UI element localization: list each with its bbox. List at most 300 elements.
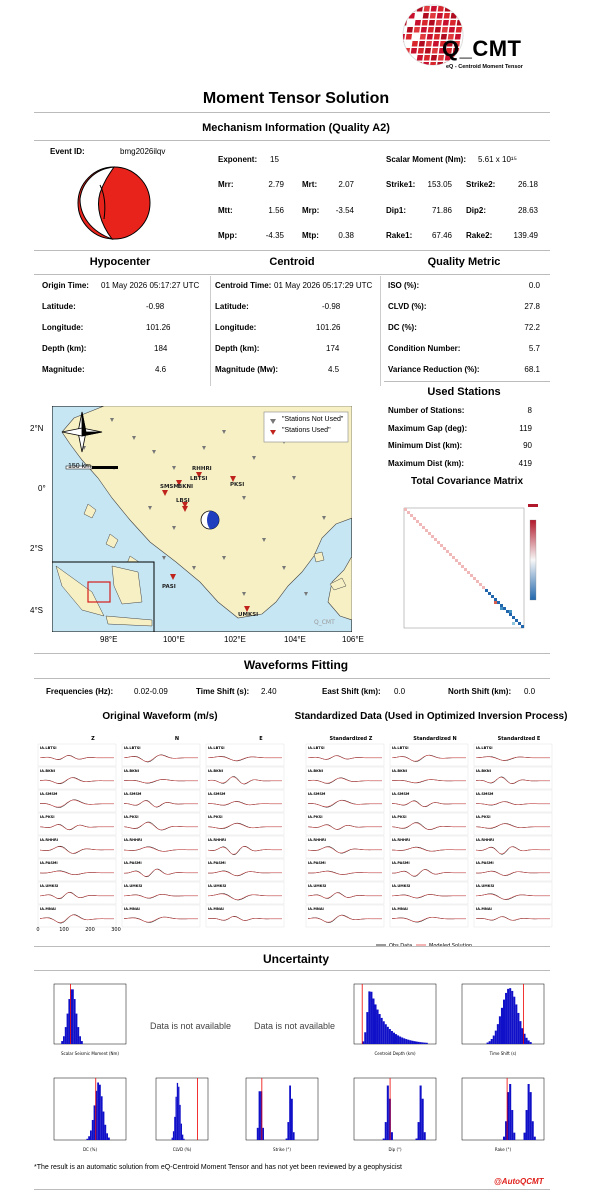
hist-bar: [86, 1139, 88, 1140]
hist-bar: [501, 1008, 503, 1044]
logo-tile: [429, 20, 435, 26]
cov-cell: [479, 583, 482, 586]
mtp-value: 0.38: [338, 231, 354, 240]
map-station-label: PKSI: [230, 482, 245, 488]
cov-colorbar-top: [528, 504, 538, 507]
wave-station-label: IA.LBTSI: [208, 746, 225, 750]
obs-trace: [124, 755, 198, 762]
logo-tile: [417, 55, 423, 61]
mod-trace: [308, 756, 382, 760]
map-station-label: SMSM: [160, 484, 179, 490]
centroid-title: Centroid: [269, 256, 315, 268]
wave-station-label: IA.BKNI: [308, 769, 324, 773]
logo-tile: [419, 41, 425, 47]
legend-not-used: "Stations Not Used": [282, 416, 344, 423]
scalar-moment-value: 5.61 x 10¹⁵: [478, 155, 517, 164]
num-stations-value: 8: [527, 406, 532, 415]
hypo-lat-value: -0.98: [146, 302, 165, 311]
hist-bar: [375, 1004, 377, 1044]
dip2-label: Dip2:: [466, 206, 486, 215]
mod-trace: [476, 917, 550, 920]
wave-station-label: IA.SMSM: [40, 792, 58, 796]
logo-tile: [423, 13, 429, 19]
wave-station-label: IA.BKNI: [208, 769, 224, 773]
cov-cell: [503, 607, 506, 610]
hist-bar: [526, 1110, 528, 1140]
map-watermark: Q_CMT: [314, 619, 335, 626]
freq-label: Frequencies (Hz):: [46, 687, 114, 696]
wave-col-header: N: [174, 736, 180, 742]
logo-tile: [428, 27, 434, 33]
hist-bar: [399, 1037, 401, 1044]
hist-bar: [530, 1092, 532, 1140]
mod-trace: [40, 871, 114, 875]
hist-bar: [511, 1110, 513, 1140]
hist-bar: [372, 999, 374, 1044]
cov-cell: [404, 508, 407, 511]
hist-bar: [179, 1105, 180, 1140]
hist-bar: [519, 1021, 521, 1044]
cov-cell: [422, 526, 425, 529]
hist-bar: [61, 1041, 63, 1044]
footer-handle: @AutoQCMT: [494, 1177, 544, 1186]
centroid-lat-label: Latitude:: [215, 302, 249, 311]
origin-time-value: 01 May 2026 05:17:27 UTC: [101, 281, 200, 290]
logo-tile: [399, 34, 405, 40]
hist-bar: [418, 1042, 420, 1044]
cov-cell: [431, 535, 434, 538]
dc-value: 72.2: [524, 323, 540, 332]
map-station-label: LBTSI: [190, 476, 208, 482]
cov-cell: [476, 580, 479, 583]
obs-trace: [476, 757, 550, 761]
map-station-label: RHHRI: [192, 466, 212, 472]
mod-trace: [208, 917, 282, 921]
logo-tile: [435, 27, 441, 33]
map-lat-label: 0°: [38, 484, 46, 493]
mrr-value: 2.79: [268, 180, 284, 189]
hist-bar: [503, 1137, 505, 1140]
cov-cell: [419, 523, 422, 526]
hist-bar: [94, 1105, 96, 1140]
hypocenter-title: Hypocenter: [89, 256, 151, 268]
exponent-label: Exponent:: [218, 155, 258, 164]
mod-trace: [208, 824, 282, 829]
centroid-lon-label: Longitude:: [215, 323, 257, 332]
wave-station-label: IA.LBTSI: [308, 746, 325, 750]
cov-cell: [473, 577, 476, 580]
wave-station-label: IA.RHHRI: [208, 838, 226, 842]
iso-value: 0.0: [528, 281, 540, 290]
mod-trace: [392, 895, 466, 898]
cov-cell: [512, 616, 515, 619]
map-scale-label: 150 km: [68, 463, 91, 470]
obs-trace: [124, 822, 198, 830]
hist-bar: [291, 1099, 293, 1140]
logo-tile: [444, 13, 450, 19]
logo-tile: [421, 27, 427, 33]
hist-bar: [505, 993, 507, 1044]
dip1-label: Dip1:: [386, 206, 406, 215]
max-gap-value: 119: [519, 424, 532, 433]
cov-cell: [446, 550, 449, 553]
hist-bar: [422, 1099, 424, 1140]
cov-cell: [455, 559, 458, 562]
hist-bar: [505, 1121, 507, 1140]
cov-cell: [506, 610, 509, 613]
hist-bar: [104, 1125, 106, 1140]
logo-tile: [398, 62, 401, 68]
hist-bar: [176, 1097, 177, 1140]
mod-trace: [308, 893, 382, 898]
cov-cell: [443, 547, 446, 550]
hist-bar: [420, 1042, 422, 1044]
wave-station-label: IA.PKSI: [124, 815, 139, 819]
logo-tile: [411, 48, 417, 54]
mod-trace: [308, 871, 382, 874]
hist-bar: [507, 989, 509, 1044]
logo-tile: [449, 27, 455, 33]
uncertainty-histogram: [448, 1074, 548, 1154]
mod-trace: [124, 755, 198, 762]
wave-station-label: IA.MNAI: [208, 907, 224, 911]
unc-na-1: Data is not available: [150, 1021, 232, 1031]
hist-bar: [286, 1139, 288, 1140]
hist-bar: [262, 1128, 264, 1140]
num-stations-label: Number of Stations:: [388, 406, 465, 415]
hist-bar: [391, 1031, 393, 1044]
rake1-value: 67.46: [431, 231, 452, 240]
hist-bar: [90, 1130, 92, 1140]
rake1-label: Rake1:: [386, 231, 413, 240]
hist-bar: [422, 1042, 424, 1044]
hist-xlabel: Dip (°): [388, 1147, 402, 1152]
hist-bar: [173, 1131, 174, 1140]
cov-cell: [410, 514, 413, 517]
hist-bar: [409, 1040, 411, 1044]
cov-cell: [497, 601, 500, 604]
cov-cell: [428, 532, 431, 535]
wave-station-label: IA.LBTSI: [124, 746, 141, 750]
mtt-value: 1.56: [268, 206, 284, 215]
max-dist-label: Maximum Dist (km):: [388, 459, 465, 468]
obs-trace: [392, 847, 466, 851]
strike2-label: Strike2:: [466, 180, 496, 189]
wave-station-label: IA.PKSI: [392, 815, 407, 819]
mod-trace: [392, 870, 466, 876]
hist-bar: [503, 1000, 505, 1044]
hist-bar: [379, 1014, 381, 1044]
mod-trace: [124, 780, 198, 783]
logo-brand: Q_CMT: [442, 36, 522, 61]
hist-bar: [362, 1041, 364, 1044]
hist-bar: [259, 1091, 261, 1140]
hist-xlabel: Strike (°): [273, 1147, 291, 1152]
hist-bar: [92, 1120, 94, 1140]
wave-station-label: IA.RHHRI: [392, 838, 410, 842]
dc-label: DC (%):: [388, 323, 417, 332]
wave-station-label: IA.RHHRI: [476, 838, 494, 842]
hist-bar: [383, 1021, 385, 1044]
condition-label: Condition Number:: [388, 344, 461, 353]
beachball: [74, 163, 154, 243]
hist-bar: [381, 1018, 383, 1044]
strike1-label: Strike1:: [386, 180, 416, 189]
hist-bar: [63, 1036, 65, 1044]
iso-label: ISO (%):: [388, 281, 420, 290]
hist-bar: [393, 1033, 395, 1044]
max-gap-label: Maximum Gap (deg):: [388, 424, 468, 433]
hist-bar: [389, 1029, 391, 1044]
wave-station-label: IA.SMSM: [308, 792, 326, 796]
mrr-label: Mrr:: [218, 180, 234, 189]
logo-tile: [432, 48, 438, 54]
hist-bar: [174, 1117, 175, 1140]
obs-trace: [208, 756, 282, 761]
obs-trace: [392, 822, 466, 829]
logo-tile: [427, 34, 433, 40]
clvd-value: 27.8: [524, 302, 540, 311]
hypo-mag-value: 4.6: [155, 365, 167, 374]
hist-bar: [183, 1139, 184, 1140]
logo-tagline: eQ - Centroid Moment Tensor: [446, 64, 523, 70]
hist-bar: [416, 1042, 418, 1044]
hist-bar: [68, 999, 70, 1044]
map-panel: [30, 402, 372, 648]
hist-bar: [65, 1027, 67, 1044]
logo-tile: [434, 34, 440, 40]
hist-bar: [97, 1083, 99, 1140]
map-lon-label: 100°E: [163, 635, 185, 644]
logo-tile: [442, 27, 448, 33]
cov-cell: [416, 520, 419, 523]
uncertainty-histogram: [142, 1074, 212, 1154]
standardized-title: Standardized Data (Used in Optimized Inversion Process): [294, 711, 568, 722]
exponent-value: 15: [270, 155, 279, 164]
logo-tile: [425, 48, 431, 54]
mod-trace: [40, 825, 114, 830]
hist-bar: [497, 1024, 499, 1044]
hist-bar: [528, 1040, 530, 1044]
uncertainty-histogram: [40, 980, 130, 1058]
min-dist-value: 90: [523, 441, 532, 450]
freq-value: 0.02-0.09: [134, 687, 168, 696]
hist-bar: [530, 1042, 532, 1044]
time-shift-label: Time Shift (s):: [196, 687, 250, 696]
wave-station-label: IA.PASMI: [476, 861, 494, 865]
wave-station-label: IA.MNAI: [476, 907, 492, 911]
logo-tile: [402, 13, 408, 19]
cov-cell: [470, 574, 473, 577]
hist-bar: [413, 1041, 415, 1044]
hist-bar: [401, 1037, 403, 1044]
wave-station-label: IA.BKNI: [124, 769, 140, 773]
cov-cell: [482, 586, 485, 589]
mod-trace: [392, 801, 466, 807]
strike2-value: 26.18: [517, 180, 538, 189]
obs-trace: [476, 847, 550, 855]
hist-bar: [395, 1034, 397, 1044]
wave-station-label: IA.BKNI: [392, 769, 408, 773]
logo-tile: [443, 20, 449, 26]
centroid-lat-value: -0.98: [322, 302, 341, 311]
hist-bar: [257, 1128, 259, 1140]
mpp-value: -4.35: [265, 231, 284, 240]
logo-tile: [431, 6, 437, 12]
cov-cell: [461, 565, 464, 568]
hist-bar: [491, 1039, 493, 1044]
original-waveform-title: Original Waveform (m/s): [102, 711, 218, 722]
cov-cell: [488, 592, 491, 595]
hist-xlabel: Scalar Seismic Moment (Nm): [61, 1051, 119, 1056]
hist-bar: [182, 1135, 183, 1140]
obs-trace: [124, 847, 198, 852]
wave-station-label: IA.PASMI: [124, 861, 142, 865]
wave-station-label: IA.SMSM: [208, 792, 226, 796]
hist-bar: [507, 1092, 509, 1140]
stations-title: Used Stations: [427, 386, 501, 398]
wave-station-label: IA.PKSI: [476, 815, 491, 819]
mod-trace: [392, 780, 466, 783]
cov-cell: [413, 517, 416, 520]
max-dist-value: 419: [518, 459, 532, 468]
mod-trace: [476, 777, 550, 783]
wave-station-label: IA.SMSM: [476, 792, 494, 796]
wave-station-label: IA.PASMI: [308, 861, 326, 865]
wave-station-label: IA.UMKSI: [40, 884, 59, 888]
hist-bar: [178, 1087, 179, 1140]
hist-bar: [407, 1040, 409, 1044]
standardized-waveform-panel: [296, 730, 566, 958]
obs-trace: [476, 917, 550, 921]
mod-trace: [40, 800, 114, 807]
mod-trace: [40, 915, 114, 923]
logo-tile: [409, 62, 415, 68]
logo-tile: [426, 41, 432, 47]
mod-trace: [476, 824, 550, 828]
hist-bar: [101, 1096, 103, 1140]
map-lat-label: 2°N: [30, 424, 44, 433]
centroid-depth-value: 174: [326, 344, 340, 353]
wave-col-header: Z: [91, 736, 95, 742]
hist-bar: [424, 1043, 426, 1044]
mod-trace: [308, 800, 382, 806]
uncertainty-histogram: [340, 1074, 440, 1154]
hist-bar: [416, 1139, 418, 1140]
wave-station-label: IA.PKSI: [40, 815, 55, 819]
scalar-moment-label: Scalar Moment (Nm):: [386, 155, 467, 164]
mod-trace: [392, 755, 466, 761]
hist-bar: [524, 1133, 526, 1140]
condition-value: 5.7: [528, 344, 540, 353]
mod-trace: [208, 871, 282, 875]
obs-trace: [124, 780, 198, 784]
wave-col-header: Standardized E: [497, 736, 541, 742]
cov-cell: [485, 589, 488, 592]
obs-trace: [208, 777, 282, 785]
centroid-mag-label: Magnitude (Mw):: [215, 365, 279, 374]
hist-bar: [385, 1122, 387, 1140]
hist-bar: [515, 1004, 517, 1044]
hist-bar: [521, 1028, 523, 1044]
hist-bar: [397, 1035, 399, 1044]
hist-bar: [67, 1014, 69, 1044]
cov-cell: [518, 622, 521, 625]
hist-bar: [181, 1124, 182, 1140]
mod-trace: [308, 915, 382, 922]
hist-bar: [103, 1112, 105, 1140]
hist-bar: [411, 1041, 413, 1044]
original-waveform-panel: [28, 730, 298, 938]
logo-tile: [456, 27, 462, 33]
logo-tile: [437, 13, 443, 19]
wave-col-header: Standardized N: [413, 736, 457, 742]
wave-station-label: IA.PKSI: [208, 815, 223, 819]
cov-cell: [494, 601, 497, 604]
mrp-label: Mrp:: [302, 206, 320, 215]
hist-bar: [99, 1085, 101, 1140]
map-lon-label: 102°E: [224, 635, 246, 644]
obs-trace: [208, 846, 282, 855]
vr-value: 68.1: [524, 365, 540, 374]
hist-xlabel: Centroid Depth (km): [374, 1051, 416, 1056]
hist-bar: [79, 1036, 81, 1044]
wave-station-label: IA.PASMI: [208, 861, 226, 865]
mod-trace: [124, 801, 198, 807]
hist-bar: [366, 1012, 368, 1044]
hist-bar: [370, 992, 372, 1044]
mod-trace: [208, 777, 282, 784]
hist-bar: [495, 1031, 497, 1044]
logo-tile: [418, 48, 424, 54]
mod-trace: [124, 869, 198, 876]
cov-cell: [407, 511, 410, 514]
hist-bar: [405, 1039, 407, 1044]
logo-tile: [424, 55, 430, 61]
mod-trace: [208, 894, 282, 900]
hist-bar: [364, 1032, 366, 1044]
quality-title: Quality Metric: [427, 256, 501, 268]
logo-tile: [414, 27, 420, 33]
hist-bar: [385, 1024, 387, 1044]
legend-used: "Stations Used": [282, 427, 331, 434]
logo-tile: [424, 6, 430, 12]
logo-tile: [406, 34, 412, 40]
map-station-label: BKNI: [178, 484, 194, 490]
rake2-value: 139.49: [513, 231, 538, 240]
wave-station-label: IA.MNAI: [308, 907, 324, 911]
mod-trace: [476, 871, 550, 875]
hist-bar: [260, 1091, 262, 1140]
cov-cell: [434, 538, 437, 541]
wave-station-label: IA.BKNI: [476, 769, 492, 773]
mod-trace: [476, 802, 550, 805]
hist-bar: [74, 999, 76, 1044]
wave-station-label: IA.UMKSI: [124, 884, 143, 888]
event-id-value: bmg2026ilqv: [120, 147, 166, 156]
map-station-label: UMKSI: [238, 612, 259, 618]
hist-bar: [377, 1010, 379, 1044]
mrp-value: -3.54: [335, 206, 354, 215]
obs-trace: [392, 917, 466, 922]
wave-station-label: IA.RHHRI: [40, 838, 58, 842]
hist-bar: [70, 989, 72, 1044]
logo-tile: [403, 55, 409, 61]
hist-bar: [383, 1139, 385, 1140]
hist-xlabel: Time Shift (s): [489, 1051, 517, 1056]
hypo-depth-value: 184: [154, 344, 168, 353]
wave-station-label: IA.PASMI: [40, 861, 58, 865]
